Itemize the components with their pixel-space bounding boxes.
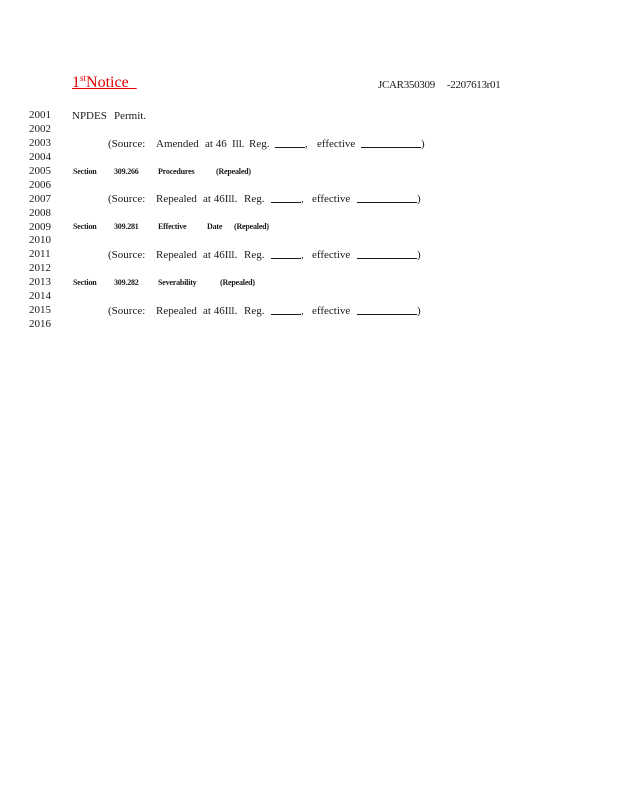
source-label: (Source:	[108, 249, 146, 261]
notice-superscript: st	[80, 73, 87, 83]
source-at: at 46Ill.	[203, 305, 238, 317]
source-ref: Ill.	[232, 138, 245, 150]
line-number: 2010	[29, 234, 51, 247]
section-status: (Repealed)	[216, 167, 251, 176]
notice-number: 1	[72, 74, 80, 91]
line-number: 2006	[29, 178, 51, 191]
section-label: Section	[73, 278, 97, 287]
source-at: at 46Ill.	[203, 249, 238, 261]
reg-blank	[271, 192, 301, 207]
section-title-word: Date	[207, 222, 223, 231]
source-label: (Source:	[108, 193, 146, 205]
section-number: 309.266	[114, 167, 139, 176]
source-effective: effective	[312, 305, 351, 317]
source-reg: Reg.	[244, 193, 265, 205]
line-number: 2016	[29, 318, 51, 331]
effective-blank	[361, 137, 421, 152]
source-effective: effective	[312, 193, 351, 205]
section-status: (Repealed)	[220, 278, 255, 287]
section-status: (Repealed)	[234, 222, 269, 231]
line-number: 2012	[29, 262, 51, 275]
section-heading-2013	[0, 276, 618, 290]
source-line-2007: (Source: Repealed at 46Ill. Reg. , effective )	[108, 193, 421, 205]
source-reg: Reg.	[244, 305, 265, 317]
notice-word: Notice	[86, 74, 129, 91]
text-line-2001	[0, 109, 618, 123]
source-effective: effective	[317, 138, 356, 150]
source-close: )	[417, 249, 421, 261]
effective-blank	[357, 248, 417, 263]
source-line-2011: (Source: Repealed at 46Ill. Reg. , effective )	[108, 249, 421, 261]
line-number: 2003	[29, 136, 51, 149]
line-number: 2005	[29, 164, 51, 177]
source-action: Repealed	[156, 305, 197, 317]
effective-blank	[357, 192, 417, 207]
source-action: Repealed	[156, 193, 197, 205]
section-title: Severability	[158, 278, 197, 287]
source-label: (Source:	[108, 138, 146, 150]
effective-blank	[357, 304, 417, 319]
source-effective: effective	[312, 249, 351, 261]
section-heading-2005	[0, 165, 618, 179]
source-line-2003: (Source: Amended at 46 Ill. Reg. , effective )	[108, 138, 425, 150]
line-word: Permit.	[114, 110, 147, 122]
line-number: 2008	[29, 206, 51, 219]
source-at: at 46	[205, 138, 227, 150]
section-number: 309.282	[114, 278, 139, 287]
section-title-word: Effective	[158, 222, 187, 231]
line-number: 2001	[29, 109, 51, 121]
line-number: 2009	[29, 220, 51, 233]
document-code	[378, 79, 500, 91]
line-word: NPDES	[72, 110, 107, 122]
source-action: Repealed	[156, 249, 197, 261]
line-number: 2011	[29, 248, 51, 261]
source-reg: Reg.	[244, 249, 265, 261]
line-number: 2007	[29, 192, 51, 205]
source-close: )	[417, 305, 421, 317]
section-number: 309.281	[114, 222, 139, 231]
doc-revision: -2207613r01	[446, 79, 501, 91]
reg-blank	[275, 137, 305, 152]
source-reg: Reg.	[249, 138, 270, 150]
reg-blank	[271, 304, 301, 319]
line-number: 2013	[29, 276, 51, 289]
section-label: Section	[73, 222, 97, 231]
section-heading-2009	[0, 220, 618, 234]
section-title: Procedures	[158, 167, 195, 176]
source-label: (Source:	[108, 305, 146, 317]
reg-blank	[271, 248, 301, 263]
source-line-2015: (Source: Repealed at 46Ill. Reg. , effective )	[108, 305, 421, 317]
section-label: Section	[73, 167, 97, 176]
source-action: Amended	[156, 138, 199, 150]
notice-heading	[72, 73, 137, 92]
line-number: 2004	[29, 150, 51, 163]
line-number: 2015	[29, 304, 51, 317]
source-close: )	[417, 193, 421, 205]
source-at: at 46Ill.	[203, 193, 238, 205]
line-number: 2014	[29, 290, 51, 303]
source-close: )	[421, 138, 425, 150]
jcar-code: JCAR350309	[378, 79, 435, 91]
line-number: 2002	[29, 122, 51, 135]
